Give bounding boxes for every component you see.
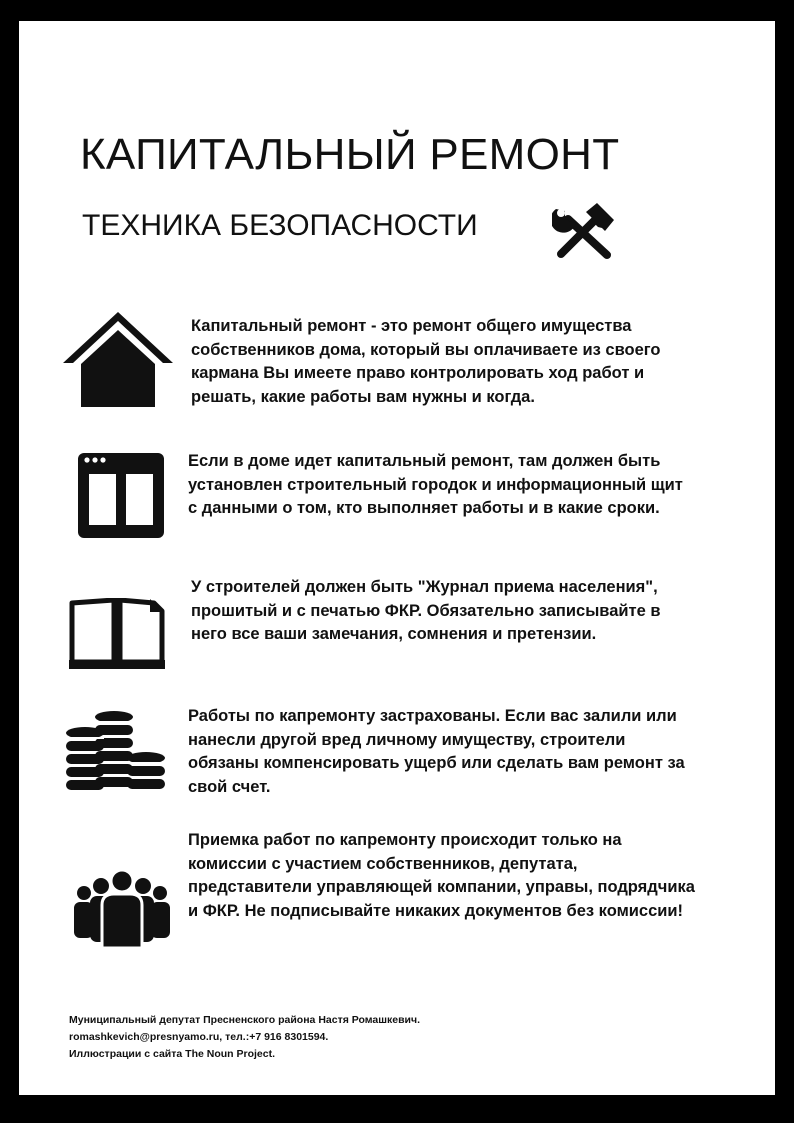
- footer-credits: Иллюстрации с сайта The Noun Project.: [69, 1048, 275, 1060]
- section-text-1: Капитальный ремонт - это ремонт общего имущества собственников дома, который вы оплачиваете из своего кармана Вы имеете право контролировать ход работ и решать, какие работы вам нужны и когда.: [191, 317, 661, 406]
- page-title: КАПИТАЛЬНЫЙ РЕМОНТ: [80, 130, 620, 179]
- coins-icon: [65, 711, 167, 798]
- wrench-hammer-icon: [552, 203, 616, 263]
- section-text-3: У строителей должен быть "Журнал приема населения", прошитый и с печатью ФКР. Обязательно записывайте в него все ваши замечания, сомнения и претензии.: [191, 578, 661, 644]
- poster-page: [19, 21, 775, 1095]
- section-text-5: Приемка работ по капремонту происходит только на комиссии с участием собственников, депутата, представители управляющей компании, управы, подрядчика и ФКР. Не подписывайте никаких документов без комиссии!: [188, 831, 695, 920]
- book-icon: [69, 598, 165, 669]
- house-icon: [62, 310, 174, 408]
- footer-contacts: romashkevich@presnyamo.ru, тел.:+7 916 8301594.: [69, 1031, 329, 1043]
- section-text-2: Если в доме идет капитальный ремонт, там должен быть установлен строительный городок и информационный щит с данными о том, кто выполняет работы и в какие сроки.: [188, 452, 683, 518]
- section-text-4: Работы по капремонту застрахованы. Если вас залили или нанесли другой вред личному имуществу, строители обязаны компенсировать ущерб или сделать вам ремонт за свой счет.: [188, 707, 685, 796]
- page-subtitle: ТЕХНИКА БЕЗОПАСНОСТИ: [82, 209, 478, 242]
- footer-author: Муниципальный депутат Пресненского района Настя Ромашкевич.: [69, 1014, 421, 1026]
- people-icon: [74, 869, 170, 949]
- window-icon: [78, 453, 164, 538]
- footer: [69, 1012, 420, 1063]
